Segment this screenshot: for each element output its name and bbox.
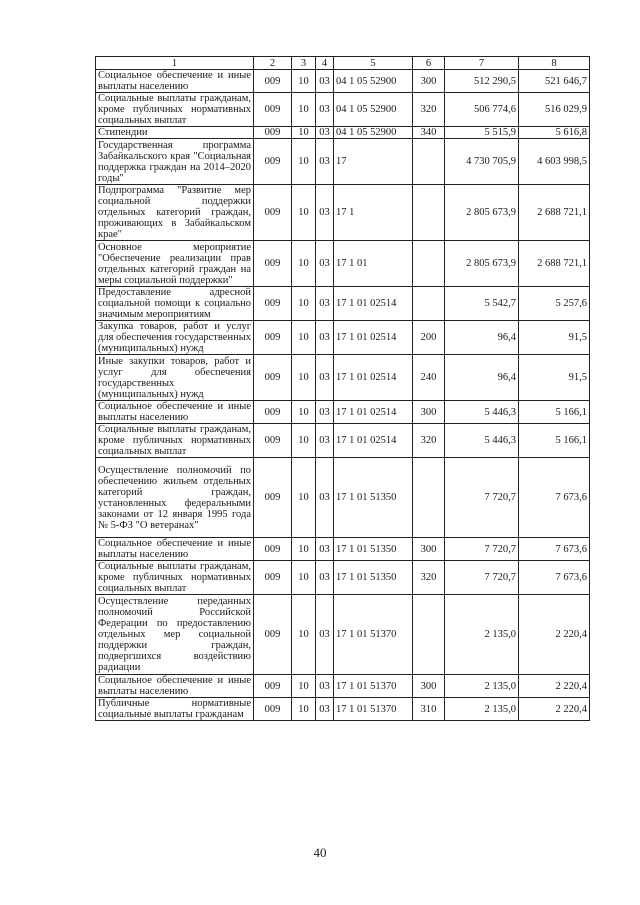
expense-type-code: 300 (413, 70, 445, 93)
amount-year-2: 7 673,6 (519, 458, 590, 538)
amount-year-1: 2 135,0 (445, 698, 519, 721)
amount-year-2: 7 673,6 (519, 561, 590, 595)
item-name: Иные закупки товаров, работ и услуг для обеспечения государственных (муниципальных) нужд (96, 355, 254, 401)
ministry-code: 009 (254, 70, 292, 93)
amount-year-2: 7 673,6 (519, 538, 590, 561)
item-name: Социальные выплаты гражданам, кроме публичных нормативных социальных выплат (96, 424, 254, 458)
target-article-code: 17 (334, 139, 413, 185)
table-row (96, 561, 590, 595)
section-code: 10 (292, 321, 316, 355)
ministry-code: 009 (254, 241, 292, 287)
header-col-2: 2 (254, 57, 292, 70)
amount-year-1: 2 805 673,9 (445, 241, 519, 287)
target-article-code: 17 1 01 02514 (334, 321, 413, 355)
table-header (96, 57, 590, 70)
subsection-code: 03 (316, 698, 334, 721)
subsection-code: 03 (316, 241, 334, 287)
amount-year-1: 5 446,3 (445, 424, 519, 458)
amount-year-2: 5 616,8 (519, 127, 590, 139)
subsection-code: 03 (316, 321, 334, 355)
amount-year-2: 521 646,7 (519, 70, 590, 93)
table-row (96, 675, 590, 698)
subsection-code: 03 (316, 185, 334, 241)
expense-type-code (413, 139, 445, 185)
table-row (96, 401, 590, 424)
header-col-1: 1 (96, 57, 254, 70)
expense-type-code: 240 (413, 355, 445, 401)
expense-type-code: 200 (413, 321, 445, 355)
item-name: Стипендии (96, 127, 254, 139)
table-row (96, 458, 590, 538)
item-name: Социальные выплаты гражданам, кроме публичных нормативных социальных выплат (96, 561, 254, 595)
amount-year-1: 96,4 (445, 321, 519, 355)
item-name: Осуществление полномочий по обеспечению жильем отдельных категорий граждан, установленных федеральными законами от 12 января 1995 года № 5-ФЗ "О ветеранах" (96, 458, 254, 538)
subsection-code: 03 (316, 355, 334, 401)
amount-year-1: 96,4 (445, 355, 519, 401)
subsection-code: 03 (316, 675, 334, 698)
amount-year-1: 512 290,5 (445, 70, 519, 93)
item-name: Социальное обеспечение и иные выплаты населению (96, 675, 254, 698)
subsection-code: 03 (316, 127, 334, 139)
subsection-code: 03 (316, 561, 334, 595)
amount-year-2: 91,5 (519, 355, 590, 401)
section-code: 10 (292, 595, 316, 675)
amount-year-1: 5 446,3 (445, 401, 519, 424)
expense-type-code (413, 458, 445, 538)
target-article-code: 17 1 01 02514 (334, 355, 413, 401)
section-code: 10 (292, 127, 316, 139)
target-article-code: 17 1 01 51350 (334, 458, 413, 538)
table-body (96, 70, 590, 721)
expense-type-code: 320 (413, 93, 445, 127)
section-code: 10 (292, 139, 316, 185)
table-row (96, 93, 590, 127)
table-row (96, 424, 590, 458)
item-name: Социальное обеспечение и иные выплаты населению (96, 70, 254, 93)
target-article-code: 04 1 05 52900 (334, 70, 413, 93)
header-col-8: 8 (519, 57, 590, 70)
subsection-code: 03 (316, 538, 334, 561)
section-code: 10 (292, 287, 316, 321)
section-code: 10 (292, 241, 316, 287)
expense-type-code: 340 (413, 127, 445, 139)
ministry-code: 009 (254, 424, 292, 458)
item-name: Социальные выплаты гражданам, кроме публичных нормативных социальных выплат (96, 93, 254, 127)
subsection-code: 03 (316, 93, 334, 127)
expense-type-code (413, 241, 445, 287)
ministry-code: 009 (254, 321, 292, 355)
ministry-code: 009 (254, 185, 292, 241)
item-name: Государственная программа Забайкальского края "Социальная поддержка граждан на 2014–2020 годы" (96, 139, 254, 185)
expense-type-code: 320 (413, 424, 445, 458)
subsection-code: 03 (316, 595, 334, 675)
table-row (96, 70, 590, 93)
item-name: Подпрограмма "Развитие мер социальной поддержки отдельных категорий граждан, проживающих в Забайкальском крае" (96, 185, 254, 241)
section-code: 10 (292, 561, 316, 595)
table-row (96, 321, 590, 355)
target-article-code: 17 1 01 02514 (334, 401, 413, 424)
amount-year-1: 5 515,9 (445, 127, 519, 139)
target-article-code: 17 1 01 51370 (334, 675, 413, 698)
table-row (96, 241, 590, 287)
amount-year-2: 2 688 721,1 (519, 241, 590, 287)
section-code: 10 (292, 70, 316, 93)
target-article-code: 04 1 05 52900 (334, 127, 413, 139)
table-row (96, 139, 590, 185)
section-code: 10 (292, 185, 316, 241)
item-name: Предоставление адресной социальной помощи к социально значимым мероприятиям (96, 287, 254, 321)
table-row (96, 185, 590, 241)
section-code: 10 (292, 538, 316, 561)
ministry-code: 009 (254, 139, 292, 185)
header-col-4: 4 (316, 57, 334, 70)
target-article-code: 17 1 01 02514 (334, 287, 413, 321)
expense-type-code (413, 287, 445, 321)
budget-table (95, 56, 590, 721)
amount-year-1: 506 774,6 (445, 93, 519, 127)
item-name: Публичные нормативные социальные выплаты гражданам (96, 698, 254, 721)
amount-year-2: 2 688 721,1 (519, 185, 590, 241)
expense-type-code: 310 (413, 698, 445, 721)
ministry-code: 009 (254, 401, 292, 424)
item-name: Социальное обеспечение и иные выплаты населению (96, 401, 254, 424)
target-article-code: 17 1 01 51370 (334, 698, 413, 721)
target-article-code: 17 1 01 51350 (334, 538, 413, 561)
ministry-code: 009 (254, 355, 292, 401)
amount-year-2: 5 166,1 (519, 424, 590, 458)
subsection-code: 03 (316, 424, 334, 458)
section-code: 10 (292, 698, 316, 721)
ministry-code: 009 (254, 698, 292, 721)
subsection-code: 03 (316, 401, 334, 424)
expense-type-code (413, 185, 445, 241)
table-row (96, 355, 590, 401)
subsection-code: 03 (316, 70, 334, 93)
expense-type-code (413, 595, 445, 675)
table-row (96, 538, 590, 561)
target-article-code: 04 1 05 52900 (334, 93, 413, 127)
amount-year-2: 2 220,4 (519, 698, 590, 721)
amount-year-1: 4 730 705,9 (445, 139, 519, 185)
target-article-code: 17 1 01 51370 (334, 595, 413, 675)
ministry-code: 009 (254, 675, 292, 698)
subsection-code: 03 (316, 458, 334, 538)
ministry-code: 009 (254, 595, 292, 675)
table-row (96, 698, 590, 721)
expense-type-code: 300 (413, 401, 445, 424)
subsection-code: 03 (316, 287, 334, 321)
table-row (96, 287, 590, 321)
section-code: 10 (292, 675, 316, 698)
item-name: Закупка товаров, работ и услуг для обеспечения государственных (муниципальных) нужд (96, 321, 254, 355)
amount-year-1: 7 720,7 (445, 538, 519, 561)
target-article-code: 17 1 01 51350 (334, 561, 413, 595)
header-col-3: 3 (292, 57, 316, 70)
ministry-code: 009 (254, 561, 292, 595)
item-name: Социальное обеспечение и иные выплаты населению (96, 538, 254, 561)
amount-year-2: 5 257,6 (519, 287, 590, 321)
table-row (96, 595, 590, 675)
ministry-code: 009 (254, 287, 292, 321)
ministry-code: 009 (254, 127, 292, 139)
table-row (96, 127, 590, 139)
section-code: 10 (292, 401, 316, 424)
section-code: 10 (292, 93, 316, 127)
target-article-code: 17 1 01 02514 (334, 424, 413, 458)
amount-year-2: 4 603 998,5 (519, 139, 590, 185)
section-code: 10 (292, 458, 316, 538)
amount-year-1: 2 135,0 (445, 675, 519, 698)
amount-year-2: 2 220,4 (519, 595, 590, 675)
header-col-5: 5 (334, 57, 413, 70)
ministry-code: 009 (254, 538, 292, 561)
amount-year-1: 5 542,7 (445, 287, 519, 321)
amount-year-1: 2 135,0 (445, 595, 519, 675)
header-col-7: 7 (445, 57, 519, 70)
header-row (96, 57, 590, 70)
expense-type-code: 300 (413, 675, 445, 698)
header-col-6: 6 (413, 57, 445, 70)
item-name: Осуществление переданных полномочий Российской Федерации по предоставлению отдельных мер социальной поддержки граждан, подвергшихся воздействию радиации (96, 595, 254, 675)
amount-year-2: 91,5 (519, 321, 590, 355)
target-article-code: 17 1 01 (334, 241, 413, 287)
amount-year-2: 5 166,1 (519, 401, 590, 424)
item-name: Основное мероприятие "Обеспечение реализации прав отдельных категорий граждан на меры социальной поддержки" (96, 241, 254, 287)
expense-type-code: 320 (413, 561, 445, 595)
section-code: 10 (292, 424, 316, 458)
page-number: 40 (313, 845, 327, 860)
amount-year-1: 2 805 673,9 (445, 185, 519, 241)
section-code: 10 (292, 355, 316, 401)
target-article-code: 17 1 (334, 185, 413, 241)
amount-year-1: 7 720,7 (445, 561, 519, 595)
subsection-code: 03 (316, 139, 334, 185)
ministry-code: 009 (254, 93, 292, 127)
ministry-code: 009 (254, 458, 292, 538)
expense-type-code: 300 (413, 538, 445, 561)
amount-year-2: 2 220,4 (519, 675, 590, 698)
amount-year-1: 7 720,7 (445, 458, 519, 538)
amount-year-2: 516 029,9 (519, 93, 590, 127)
